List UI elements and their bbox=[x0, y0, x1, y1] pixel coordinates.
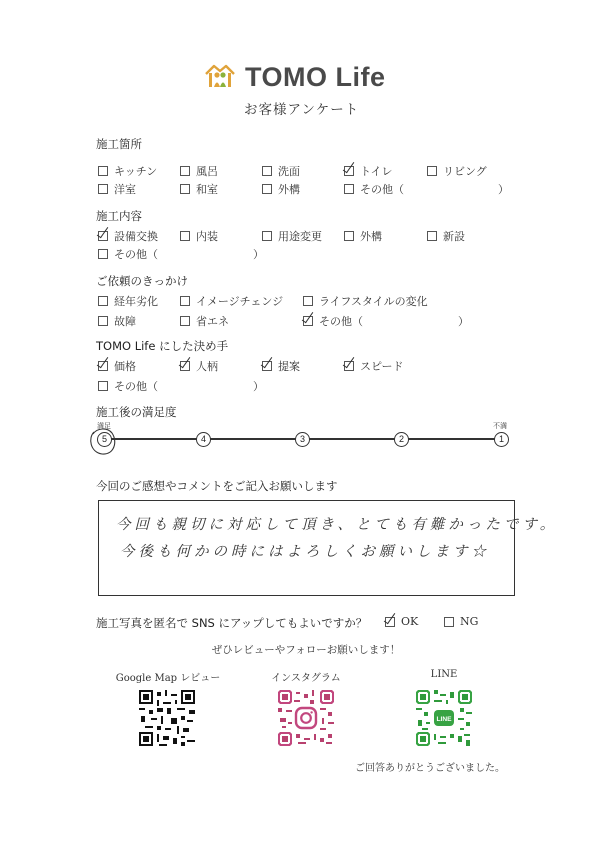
option-label: 省エネ bbox=[196, 315, 229, 328]
section-title-satisfaction: 施工後の満足度 bbox=[96, 405, 177, 419]
option-label: 提案 bbox=[278, 360, 300, 373]
section-title-trigger: ご依頼のきっかけ bbox=[96, 274, 188, 288]
checkbox-decision-other[interactable] bbox=[98, 378, 158, 394]
checkbox-trigger-breakdown[interactable] bbox=[98, 313, 136, 329]
option-label: 価格 bbox=[114, 360, 136, 373]
sns-question: 施工写真を匿名で SNS にアップしてもよいですか？ bbox=[96, 616, 368, 630]
option-label: 新設 bbox=[443, 230, 465, 243]
checkbox-location-exterior[interactable] bbox=[262, 181, 300, 197]
comment-line-1: 今回も親切に対応して頂き、とても有難かったです。 bbox=[116, 517, 559, 533]
checkbox-location-western[interactable] bbox=[98, 181, 136, 197]
checkbox-box bbox=[427, 166, 437, 176]
option-label: 外構 bbox=[360, 230, 382, 243]
qr-caption-instagram: インスタグラム bbox=[271, 673, 341, 684]
checkbox-decision-personality[interactable] bbox=[180, 358, 218, 374]
checkbox-box bbox=[344, 231, 354, 241]
checkbox-box bbox=[344, 184, 354, 194]
line-qr-icon[interactable] bbox=[416, 690, 472, 746]
checkbox-box bbox=[262, 231, 272, 241]
qr-caption-line: LINE bbox=[430, 669, 458, 680]
section-title-location: 施工箇所 bbox=[96, 137, 142, 151]
rating-3[interactable]: 3 bbox=[295, 432, 310, 447]
checkbox-box-checked bbox=[262, 361, 272, 371]
checkbox-decision-speed[interactable] bbox=[344, 358, 404, 374]
option-label: その他（ bbox=[360, 183, 404, 196]
option-label: 人柄 bbox=[196, 360, 218, 373]
checkbox-content-equipment[interactable] bbox=[98, 228, 158, 244]
checkbox-trigger-lifestyle[interactable] bbox=[303, 293, 428, 309]
rating-4[interactable]: 4 bbox=[196, 432, 211, 447]
rating-1[interactable]: 1 bbox=[494, 432, 509, 447]
section-title-content: 施工内容 bbox=[96, 209, 142, 223]
checkbox-location-japanese[interactable] bbox=[180, 181, 218, 197]
checkbox-box-checked bbox=[344, 166, 354, 176]
checkbox-box bbox=[262, 184, 272, 194]
checkbox-box-checked bbox=[385, 617, 395, 627]
option-label: 洗面 bbox=[278, 165, 300, 178]
thanks-message: ご回答ありがとうございました。 bbox=[355, 763, 505, 774]
close-paren: ） bbox=[253, 380, 264, 393]
option-label: 経年劣化 bbox=[114, 295, 158, 308]
checkbox-box bbox=[98, 316, 108, 326]
checkbox-box bbox=[98, 296, 108, 306]
checkbox-location-living[interactable] bbox=[427, 163, 487, 179]
section-title-decision: TOMO Life にした決め手 bbox=[96, 339, 229, 353]
checkbox-box-checked bbox=[98, 231, 108, 241]
checkbox-sns-ng[interactable] bbox=[444, 615, 478, 628]
checkbox-box bbox=[180, 316, 190, 326]
checkbox-box bbox=[98, 249, 108, 259]
google-map-qr-icon[interactable] bbox=[139, 690, 195, 746]
hand-drawn-selection-circle bbox=[86, 424, 120, 458]
option-label: ライフスタイルの変化 bbox=[319, 295, 428, 308]
checkbox-location-kitchen[interactable] bbox=[98, 163, 157, 179]
option-label: スピード bbox=[360, 360, 404, 373]
house-logo-icon bbox=[204, 61, 236, 89]
checkbox-box bbox=[180, 231, 190, 241]
close-paren: ） bbox=[498, 183, 509, 196]
review-request: ぜひレビューやフォローお願いします！ bbox=[211, 644, 401, 656]
form-title: お客様アンケート bbox=[244, 102, 360, 118]
checkbox-content-interior[interactable] bbox=[180, 228, 218, 244]
checkbox-trigger-aging[interactable] bbox=[98, 293, 158, 309]
checkbox-box-checked bbox=[98, 361, 108, 371]
option-label: 用途変更 bbox=[278, 230, 322, 243]
checkbox-trigger-other[interactable] bbox=[303, 313, 363, 329]
option-label: 和室 bbox=[196, 183, 218, 196]
option-label: 風呂 bbox=[196, 165, 218, 178]
option-label: 内装 bbox=[196, 230, 218, 243]
checkbox-content-other[interactable] bbox=[98, 246, 158, 262]
option-label: OK bbox=[401, 615, 419, 628]
checkbox-box bbox=[303, 296, 313, 306]
rating-2[interactable]: 2 bbox=[394, 432, 409, 447]
comments-title: 今回のご感想やコメントをご記入お願いします bbox=[96, 479, 338, 493]
checkbox-box-checked bbox=[303, 316, 313, 326]
checkbox-decision-proposal[interactable] bbox=[262, 358, 300, 374]
checkbox-trigger-image[interactable] bbox=[180, 293, 283, 309]
brand-name: TOMO Life bbox=[245, 62, 386, 92]
checkbox-box bbox=[98, 184, 108, 194]
checkbox-box bbox=[262, 166, 272, 176]
rating-5[interactable]: 5 bbox=[97, 432, 112, 447]
svg-text:LINE: LINE bbox=[436, 716, 452, 724]
checkbox-box bbox=[427, 231, 437, 241]
option-label: NG bbox=[460, 615, 479, 628]
option-label: トイレ bbox=[360, 165, 393, 178]
qr-caption-google: Google Map レビュー bbox=[115, 673, 221, 684]
checkbox-box bbox=[444, 617, 454, 627]
option-label: その他（ bbox=[319, 315, 363, 328]
comment-line-2: 今後も何かの時にはよろしくお願いします☆ bbox=[120, 544, 490, 560]
checkbox-sns-ok[interactable] bbox=[385, 615, 418, 628]
close-paren: ） bbox=[253, 248, 264, 261]
checkbox-box bbox=[180, 184, 190, 194]
checkbox-location-washroom[interactable] bbox=[262, 163, 300, 179]
option-label: 故障 bbox=[114, 315, 136, 328]
option-label: その他（ bbox=[114, 380, 158, 393]
option-label: 設備交換 bbox=[114, 230, 158, 243]
instagram-qr-icon[interactable] bbox=[278, 690, 334, 746]
scale-caption-unsatisfied: 不満 bbox=[493, 422, 507, 430]
checkbox-box-checked bbox=[180, 361, 190, 371]
checkbox-content-conversion[interactable] bbox=[262, 228, 322, 244]
option-label: 洋室 bbox=[114, 183, 136, 196]
checkbox-box bbox=[180, 296, 190, 306]
checkbox-box-checked bbox=[344, 361, 354, 371]
checkbox-box bbox=[98, 381, 108, 391]
option-label: 外構 bbox=[278, 183, 300, 196]
checkbox-box bbox=[98, 166, 108, 176]
option-label: イメージチェンジ bbox=[196, 295, 284, 308]
checkbox-box bbox=[180, 166, 190, 176]
option-label: キッチン bbox=[114, 165, 158, 178]
checkbox-location-bath[interactable] bbox=[180, 163, 218, 179]
checkbox-location-toilet[interactable] bbox=[344, 163, 392, 179]
close-paren: ） bbox=[458, 315, 469, 328]
scale-caption-satisfied: 満足 bbox=[97, 422, 111, 430]
option-label: リビング bbox=[443, 165, 487, 178]
checkbox-location-other[interactable] bbox=[344, 181, 404, 197]
checkbox-decision-price[interactable] bbox=[98, 358, 136, 374]
option-label: その他（ bbox=[114, 248, 158, 261]
checkbox-content-new[interactable] bbox=[427, 228, 465, 244]
checkbox-trigger-eco[interactable] bbox=[180, 313, 229, 329]
checkbox-content-exterior[interactable] bbox=[344, 228, 382, 244]
